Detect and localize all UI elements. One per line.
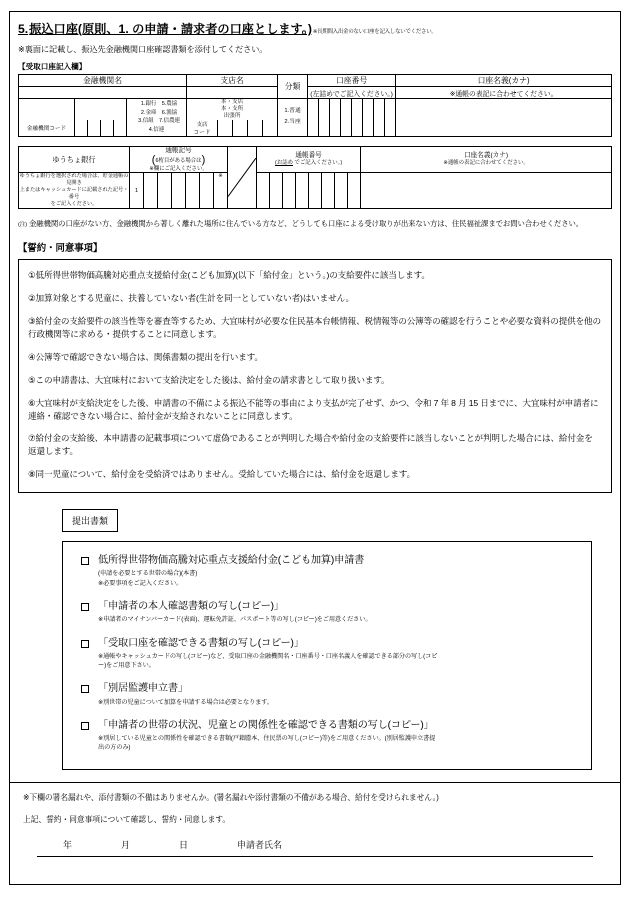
institution-name-input[interactable] — [19, 99, 75, 120]
yucho-kigou-header — [130, 146, 228, 172]
document-item — [81, 637, 581, 671]
kind-5: 5.農協 — [161, 101, 178, 108]
footer-warning: ※下欄の署名漏れや、添付書類の不備はありませんか。(署名漏れや添付書類の不備がある場合、給付を受けられません。) — [23, 793, 439, 802]
footer-confirmation-box — [9, 782, 621, 885]
account-name-input[interactable] — [396, 99, 612, 137]
institution-code-cell-3[interactable] — [101, 120, 114, 137]
yucho-kigou-cell-5[interactable] — [186, 173, 200, 209]
branch-code-cell-4[interactable] — [263, 120, 278, 137]
signature-row — [23, 838, 607, 851]
document-subnote: (申請を必要とする世帯の場合)(本書) — [98, 570, 198, 578]
branch-code-cell-3[interactable] — [248, 120, 263, 137]
branch-suffix-2: 本・支所 — [220, 105, 244, 112]
yucho-bango-subline — [257, 160, 360, 167]
kind-7: 7.信農連 — [158, 118, 181, 125]
yucho-section — [18, 146, 612, 209]
document-row[interactable] — [81, 719, 581, 732]
date-month-label: 月 — [121, 840, 131, 850]
yucho-bango-cell-2[interactable] — [270, 173, 283, 209]
yucho-bango-cell-5[interactable] — [309, 173, 322, 209]
document-title: 「申請者の世帯の状況、児童との関係性を確認できる書類の写し(コピー)」 — [98, 719, 434, 731]
documents-tab-label: 提出書類 — [62, 509, 118, 532]
date-day-label: 日 — [179, 840, 189, 850]
account-type-options[interactable] — [278, 99, 308, 137]
paren-open: ( — [151, 153, 156, 166]
pledge-item-7: ⑦給付金の支給後、本申請書の記載事項について虚偽であることが判明した場合や給付金の支給要件に該当しないことが判明した場合には、給付金を返還します。 — [28, 433, 593, 457]
document-subnote: 出の方のみ) — [98, 744, 131, 752]
yucho-kigou-title: 通帳記号 — [165, 146, 192, 154]
branch-code-cell-1[interactable] — [218, 120, 233, 137]
document-title: 「受取口座を確認できる書類の写し(コピー)」 — [98, 637, 304, 649]
yucho-name-title: 口座名義(カナ) — [464, 152, 509, 160]
kind-6: 6.漁協 — [161, 109, 178, 116]
yucho-name-header — [361, 146, 612, 172]
yucho-bango-cell-7[interactable] — [335, 173, 348, 209]
checkbox-icon[interactable] — [81, 640, 89, 648]
document-title: 「別居監護申立書」 — [98, 683, 188, 695]
header-account-name: 口座名義(カナ) — [396, 75, 612, 87]
date-year-label: 年 — [63, 840, 73, 850]
documents-section — [18, 509, 612, 770]
pledge-item-3: ③給付金の支給要件の該当性等を審査等するため、大宜味村が必要な住民基本台帳情報、税情報等の公簿等の確認を行うことや必要な資料の提供を他の行政機関等に求める・提供することに同意します。 — [28, 316, 601, 340]
header-account-name-note: ※通帳の表記に合わせてください。 — [396, 87, 612, 99]
institution-name-input-b[interactable] — [75, 99, 88, 120]
document-item — [81, 719, 581, 753]
note-marker: (注) — [18, 222, 28, 229]
pledge-item-2: ②加算対象とする児童に、扶養していない者(生計を同一としていない者)はいません。 — [28, 293, 354, 304]
account-type-touza: 2.当座 — [284, 119, 301, 126]
document-item — [81, 682, 581, 707]
pledge-item-5: ⑤この申請書は、大宜味村において支給決定をした後は、給付金の請求書として取り扱います。 — [28, 374, 390, 385]
account-number-cell-1[interactable] — [308, 99, 319, 137]
account-number-cell-5[interactable] — [352, 99, 363, 137]
institution-kind-list — [127, 99, 187, 137]
kind-4: 4.信連 — [148, 126, 165, 133]
institution-code-label: 金融機関コード — [19, 120, 75, 137]
checkbox-icon[interactable] — [81, 603, 89, 611]
document-title: 低所得世帯物価高騰対応重点支援給付金(こども加算)申請書 — [98, 555, 365, 567]
branch-code-cell-2[interactable] — [233, 120, 248, 137]
institution-name-input-c[interactable] — [88, 99, 101, 120]
yucho-kigou-sub2: ※欄にご記入ください。 — [149, 165, 208, 172]
footer-confirm-statement: 上記、誓約・同意事項について確認し、誓約・同意します。 — [23, 815, 231, 824]
header-account-type: 分類 — [278, 75, 308, 99]
document-subnote: ※申請者のマイナンバーカード(表面)、運転免許証、パスポート等の写し(コピー)をご用意ください。 — [98, 616, 372, 624]
yucho-bango-cell-8[interactable] — [348, 173, 361, 209]
checkbox-icon[interactable] — [81, 557, 89, 565]
yucho-diagonal-cell — [228, 146, 257, 208]
institution-code-cell-2[interactable] — [88, 120, 101, 137]
section-heading — [18, 20, 612, 37]
section-sub-note: ※裏面に記載し、振込先金融機関口座確認書類を添付してください。 — [18, 45, 268, 54]
yucho-name-note: ※通帳の表記に合わせてください。 — [443, 160, 529, 167]
kind-2: 2.金庫 — [140, 109, 157, 116]
yucho-kigou-cell-1[interactable]: 1 — [130, 173, 144, 209]
institution-name-input-d[interactable] — [101, 99, 114, 120]
section-tiny-note: ※長期間入出金のない口座を記入しないでください。 — [312, 28, 437, 35]
header-institution-blank — [19, 87, 187, 99]
checkbox-icon[interactable] — [81, 722, 89, 730]
account-number-cell-2[interactable] — [319, 99, 330, 137]
yucho-bango-cell-1[interactable] — [257, 173, 270, 209]
footer-inner — [9, 783, 621, 857]
header-account-number: 口座番号 — [308, 75, 396, 87]
institution-name-input-e[interactable] — [114, 99, 127, 120]
account-number-cell-4[interactable] — [341, 99, 352, 137]
documents-checklist-box — [62, 541, 592, 770]
document-row[interactable] — [81, 554, 581, 567]
pledge-item-4: ④公簿等で確認できない場合は、関係書類の提出を行います。 — [28, 351, 263, 362]
header-branch-name: 支店名 — [187, 75, 278, 87]
yucho-kigou-cell-3[interactable] — [158, 173, 172, 209]
branch-suffix-3: 出張所 — [223, 112, 241, 119]
branch-suffix-1: 本・支店 — [220, 99, 244, 105]
branch-code-label: 支店 コード — [187, 120, 218, 137]
account-type-futsuu: 1.普通 — [284, 107, 301, 114]
pledge-box — [18, 259, 612, 493]
document-subnote: ※通帳やキャッシュカードの写し(コピー)など、受取口座の金融機関名・口座番号・口座名義人を確認できる部分の写し(コピ — [98, 652, 438, 660]
section-number: 5. — [18, 22, 29, 36]
yucho-bango-cell-4[interactable] — [296, 173, 309, 209]
section-title: 振込口座 — [29, 22, 78, 36]
receive-account-box-label: 【受取口座記入欄】 — [18, 62, 87, 71]
yucho-bango-cell-3[interactable] — [283, 173, 296, 209]
contact-note-line — [18, 218, 612, 229]
yucho-bango-title: 通帳番号 — [295, 152, 322, 160]
branch-suffix-list — [187, 99, 278, 120]
yucho-kigou-cell-2[interactable] — [144, 173, 158, 209]
header-institution-name: 金融機関名 — [19, 75, 187, 87]
yucho-kigou-subline — [130, 155, 227, 173]
yucho-account-name-input[interactable] — [361, 173, 612, 209]
paren-close: ) — [201, 153, 206, 166]
document-row[interactable] — [81, 600, 581, 613]
pledge-item-6: ⑥大宜味村が支給決定をした後、申請書の不備による振込不能等の事由により支払が完了せず、かつ、令和 7 年 8 月 15 日までに、大宜味村が申請者に連絡・確認できない場合に、給付金が支給されないことに同意します。 — [28, 397, 599, 421]
kind-1: 1.銀行 — [140, 101, 157, 108]
section-subtitle: (原則、1. の申請・請求者の口座とします。) — [77, 22, 312, 36]
checkbox-icon[interactable] — [81, 685, 89, 693]
diagonal-line-icon — [228, 158, 256, 197]
kind-3: 3.信組 — [138, 118, 154, 125]
yucho-instruction-note: ゆうちょ銀行を選択された場合は、貯金通帳の見開き 上またはキャッシュカードに記載された記号・番号 をご記入ください。 — [19, 173, 129, 208]
document-subnote: ー)をご用意下さい。 — [98, 662, 155, 670]
account-number-cell-7[interactable] — [374, 99, 385, 137]
pledge-item-8: ⑧同一児童について、給付金を受給済ではありません。受給していた場合には、給付金を返還します。 — [28, 469, 416, 480]
document-item — [81, 600, 581, 625]
document-title: 「申請者の本人確認書類の写し(コピー)」 — [98, 601, 284, 612]
page-content — [18, 20, 612, 770]
account-number-cell-6[interactable] — [363, 99, 374, 137]
institution-code-cell-1[interactable] — [75, 120, 88, 137]
yucho-bango-sub-right: でご記入ください。) — [294, 160, 343, 167]
yucho-bango-cell-6[interactable] — [322, 173, 335, 209]
yucho-bango-header — [257, 146, 361, 172]
account-number-cell-8[interactable] — [385, 99, 396, 137]
bank-account-table — [18, 74, 612, 137]
document-subnote: ※別居している児童との関係性を確認できる書類(戸籍謄本、住民票の写し(コピー)等)をご用意ください。(別居監護申立書提 — [98, 735, 436, 743]
account-number-cell-3[interactable] — [330, 99, 341, 137]
institution-code-cell-4[interactable] — [114, 120, 127, 137]
yucho-bango-sub-left: (お誌め — [275, 160, 294, 167]
pledge-section-title: 【誓約・同意事項】 — [18, 242, 103, 254]
pledge-item-1: ①低所得世帯物価高騰対応重点支援給付金(こども加算)(以下「給付金」という。)の支給要件に該当します。 — [28, 270, 430, 281]
yucho-kigou-mark-cell[interactable]: ※ — [214, 173, 228, 209]
document-subnote: ※別世帯の児童について加算を申請する場合は必要となります。 — [98, 698, 273, 706]
header-branch-blank — [187, 87, 278, 99]
signature-label: 申請者氏名 — [237, 840, 283, 850]
document-subnote: ※必要事項をご記入ください。 — [98, 579, 183, 587]
signature-underline[interactable] — [37, 856, 593, 857]
yucho-kigou-sub1: 6桁目がある場合は — [155, 157, 202, 164]
note-text: 金融機関の口座がない方、金融機関から著しく離れた場所に住んでいる方など、どうしても口座による受け取りが出来ない方は、住民福祉課までお問い合わせください。 — [29, 219, 584, 229]
yucho-bank-name: ゆうちょ銀行 — [19, 146, 130, 172]
yucho-kigou-cell-6[interactable] — [200, 173, 214, 209]
yucho-kigou-cell-4[interactable] — [172, 173, 186, 209]
header-account-number-note: (左詰めでご記入ください。) — [308, 87, 396, 99]
yucho-account-table — [18, 146, 612, 209]
document-row[interactable] — [81, 637, 581, 650]
document-row[interactable] — [81, 682, 581, 695]
document-item — [81, 554, 581, 588]
